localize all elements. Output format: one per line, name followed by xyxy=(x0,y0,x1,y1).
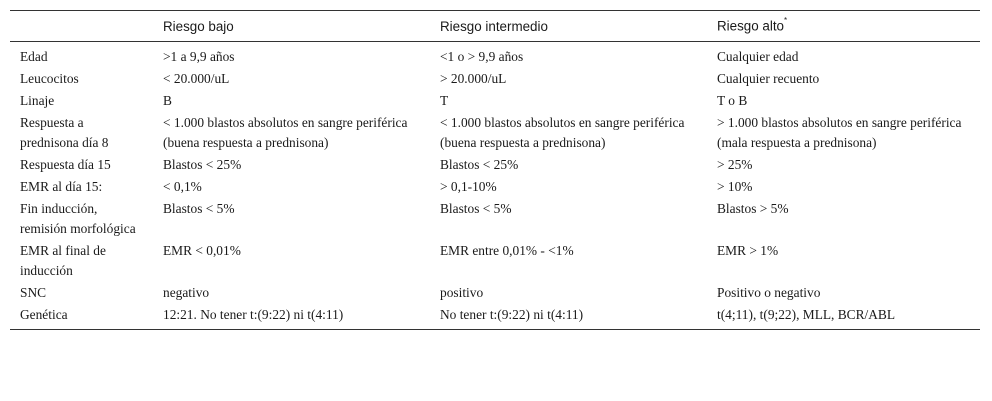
cell-high-risk: Blastos > 5% xyxy=(717,201,789,216)
row-label: Edad xyxy=(20,49,48,64)
header-row xyxy=(10,11,980,42)
risk-classification-table xyxy=(10,10,980,330)
row-label: Respuesta día 15 xyxy=(20,157,111,172)
cell-low-risk: < 0,1% xyxy=(163,179,202,194)
row-label: SNC xyxy=(20,285,47,300)
cell-high-risk: Positivo o negativo xyxy=(717,285,821,300)
row-label: Linaje xyxy=(20,93,55,108)
cell-high-risk: t(4;11), t(9;22), MLL, BCR/ABL xyxy=(707,303,980,330)
table-row xyxy=(10,67,980,89)
cell-high-risk: Cualquier edad xyxy=(717,49,799,64)
cell-intermediate-risk: EMR entre 0,01% - <1% xyxy=(440,243,574,258)
row-label: Respuesta a prednisona día 8 xyxy=(20,115,109,150)
table-row xyxy=(10,89,980,111)
row-label: Leucocitos xyxy=(20,71,79,86)
cell-low-risk: EMR < 0,01% xyxy=(163,243,241,258)
cell-intermediate-risk: positivo xyxy=(440,285,484,300)
table-row xyxy=(10,111,980,153)
cell-high-risk: > 1.000 blastos absolutos en sangre periférica (mala respuesta a prednisona) xyxy=(717,115,962,150)
table-row xyxy=(10,197,980,239)
cell-intermediate-risk: Blastos < 25% xyxy=(440,157,519,172)
cell-high-risk: > 25% xyxy=(717,157,753,172)
cell-low-risk: Blastos < 25% xyxy=(163,157,242,172)
cell-high-risk: > 10% xyxy=(717,179,753,194)
row-label: EMR al final de inducción xyxy=(20,243,106,278)
header-high-risk-label: Riesgo alto xyxy=(717,18,784,34)
cell-low-risk: negativo xyxy=(163,285,210,300)
header-criterion xyxy=(10,11,153,42)
table-row xyxy=(10,153,980,175)
cell-high-risk: Cualquier recuento xyxy=(717,71,820,86)
cell-low-risk: < 20.000/uL xyxy=(163,71,230,86)
table-row xyxy=(10,175,980,197)
row-label: Genética xyxy=(10,303,153,330)
table-row xyxy=(10,303,980,330)
cell-intermediate-risk: <1 o > 9,9 años xyxy=(440,49,524,64)
cell-intermediate-risk: > 0,1-10% xyxy=(440,179,497,194)
cell-intermediate-risk: < 1.000 blastos absolutos en sangre periférica (buena respuesta a prednisona) xyxy=(440,115,685,150)
row-label: EMR al día 15: xyxy=(20,179,103,194)
table-row xyxy=(10,281,980,303)
header-high-risk xyxy=(707,11,980,42)
cell-intermediate-risk: No tener t:(9:22) ni t(4:11) xyxy=(430,303,707,330)
cell-high-risk: EMR > 1% xyxy=(717,243,779,258)
header-low-risk: Riesgo bajo xyxy=(153,11,430,42)
cell-low-risk: B xyxy=(163,93,172,108)
cell-intermediate-risk: Blastos < 5% xyxy=(440,201,512,216)
table-header xyxy=(10,11,980,42)
cell-low-risk: < 1.000 blastos absolutos en sangre periférica (buena respuesta a prednisona) xyxy=(163,115,408,150)
cell-intermediate-risk: T xyxy=(440,93,449,108)
table-body xyxy=(10,42,980,330)
table-row xyxy=(10,42,980,68)
cell-low-risk: Blastos < 5% xyxy=(163,201,235,216)
row-label: Fin inducción, remisión morfológica xyxy=(20,201,136,236)
cell-low-risk: >1 a 9,9 años xyxy=(163,49,235,64)
table-row xyxy=(10,239,980,281)
cell-low-risk: 12:21. No tener t:(9:22) ni t(4:11) xyxy=(153,303,430,330)
header-intermediate-risk: Riesgo intermedio xyxy=(430,11,707,42)
cell-high-risk: T o B xyxy=(717,93,748,108)
footnote-marker: * xyxy=(784,16,788,26)
cell-intermediate-risk: > 20.000/uL xyxy=(440,71,507,86)
